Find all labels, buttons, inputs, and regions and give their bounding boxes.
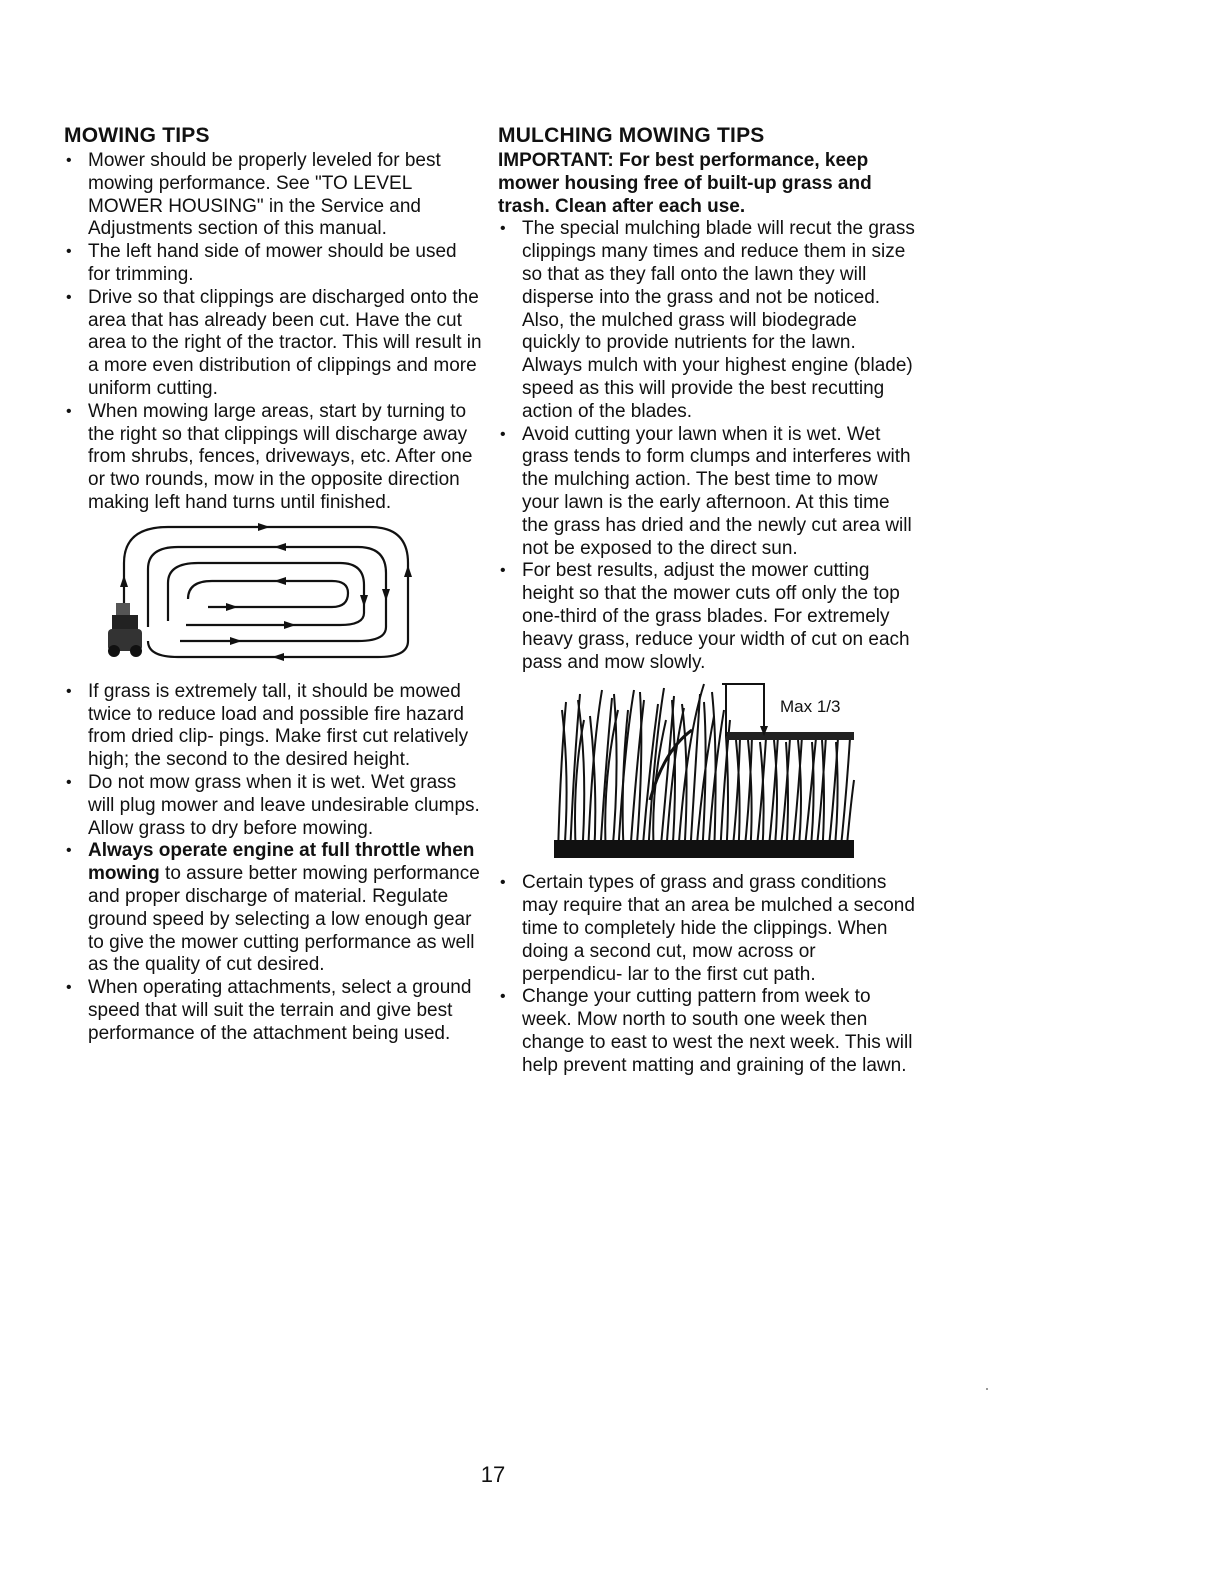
grass-height-diagram: [554, 680, 884, 858]
mowing-tips-list-a: [64, 150, 484, 515]
mowing-tips-list-b: [64, 681, 484, 1046]
mowing-tips-column: [64, 124, 484, 1046]
list-item: • Mower should be properly leveled for best mowing performance. See "TO LEVEL MOWER HOUSING" in the Service and Adjustments section of this manual.: [64, 150, 484, 241]
tractor-icon: [108, 603, 142, 657]
throttle-warning: Always operate engine at full throttle when mowing: [88, 840, 475, 885]
mowing-pattern-diagram: [108, 523, 418, 663]
throttle-text: to assure better mowing performance and proper discharge of material. Regulate ground speed by selecting a low enough gear to give the mower cutting performance as well as the quality of cut desired.: [88, 863, 480, 976]
list-item: • For best results, adjust the mower cutting height so that the mower cuts off only the top one-third of the grass blades. For extremely heavy grass, reduce your width of cut on each pass and mow slowly.: [498, 560, 918, 674]
important-label: IMPORTANT:: [498, 150, 614, 171]
max-one-third-label: Max 1/3: [780, 697, 841, 717]
list-item: • When operating attachments, select a ground speed that will suit the terrain and give best performance of the attachment being used.: [64, 977, 484, 1045]
list-item: • Drive so that clippings are discharged onto the area that has already been cut. Have the cut area to the right of the tractor. This will result in a more even distribution of clippings and more uniform cutting.: [64, 287, 484, 401]
list-item: • If grass is extremely tall, it should be mowed twice to reduce load and possible fire hazard from dried clip- pings. Make first cut relatively high; the second to the desired height.: [64, 681, 484, 772]
mulching-tips-heading: MULCHING MOWING TIPS: [498, 124, 765, 147]
list-item: • Certain types of grass and grass conditions may require that an area be mulched a second time to completely hide the clippings. When doing a second cut, mow across or perpendicu- lar to the first cut path.: [498, 872, 918, 986]
page-number: 17: [480, 1462, 506, 1487]
important-note: [498, 150, 918, 218]
important-text: For best performance, keep mower housing free of built-up grass and trash. Clean after each use.: [498, 150, 872, 217]
list-item: • The special mulching blade will recut the grass clippings many times and reduce them in size so that as they fall onto the lawn they will disperse into the grass and not be noticed. Also, the mulched grass will biodegrade quickly to provide nutrients for the lawn. Always mulch with your highest engine (blade) speed as this will provide the best recutting action of the blades.: [498, 218, 918, 423]
list-item: • Avoid cutting your lawn when it is wet. Wet grass tends to form clumps and interferes with the mulching action. The best time to mow your lawn is the early afternoon. At this time the grass has dried and the newly cut area will not be exposed to the direct sun.: [498, 424, 918, 561]
list-item: [64, 840, 484, 977]
list-item: • Do not mow grass when it is wet. Wet grass will plug mower and leave undesirable clumps. Allow grass to dry before mowing.: [64, 772, 484, 840]
list-item: • The left hand side of mower should be used for trimming.: [64, 241, 484, 287]
mulching-tips-list-a: [498, 218, 918, 674]
list-item: • When mowing large areas, start by turning to the right so that clippings will discharge away from shrubs, fences, driveways, etc. After one or two rounds, mow in the opposite direction making left hand turns until finished.: [64, 401, 484, 515]
mulching-tips-list-b: [498, 872, 918, 1077]
scan-speck: [986, 1388, 988, 1390]
mowing-tips-heading: MOWING TIPS: [64, 124, 210, 147]
mulching-tips-column: [498, 124, 918, 1078]
list-item: • Change your cutting pattern from week to week. Mow north to south one week then change to east to west the next week. This will help prevent matting and graining of the lawn.: [498, 986, 918, 1077]
